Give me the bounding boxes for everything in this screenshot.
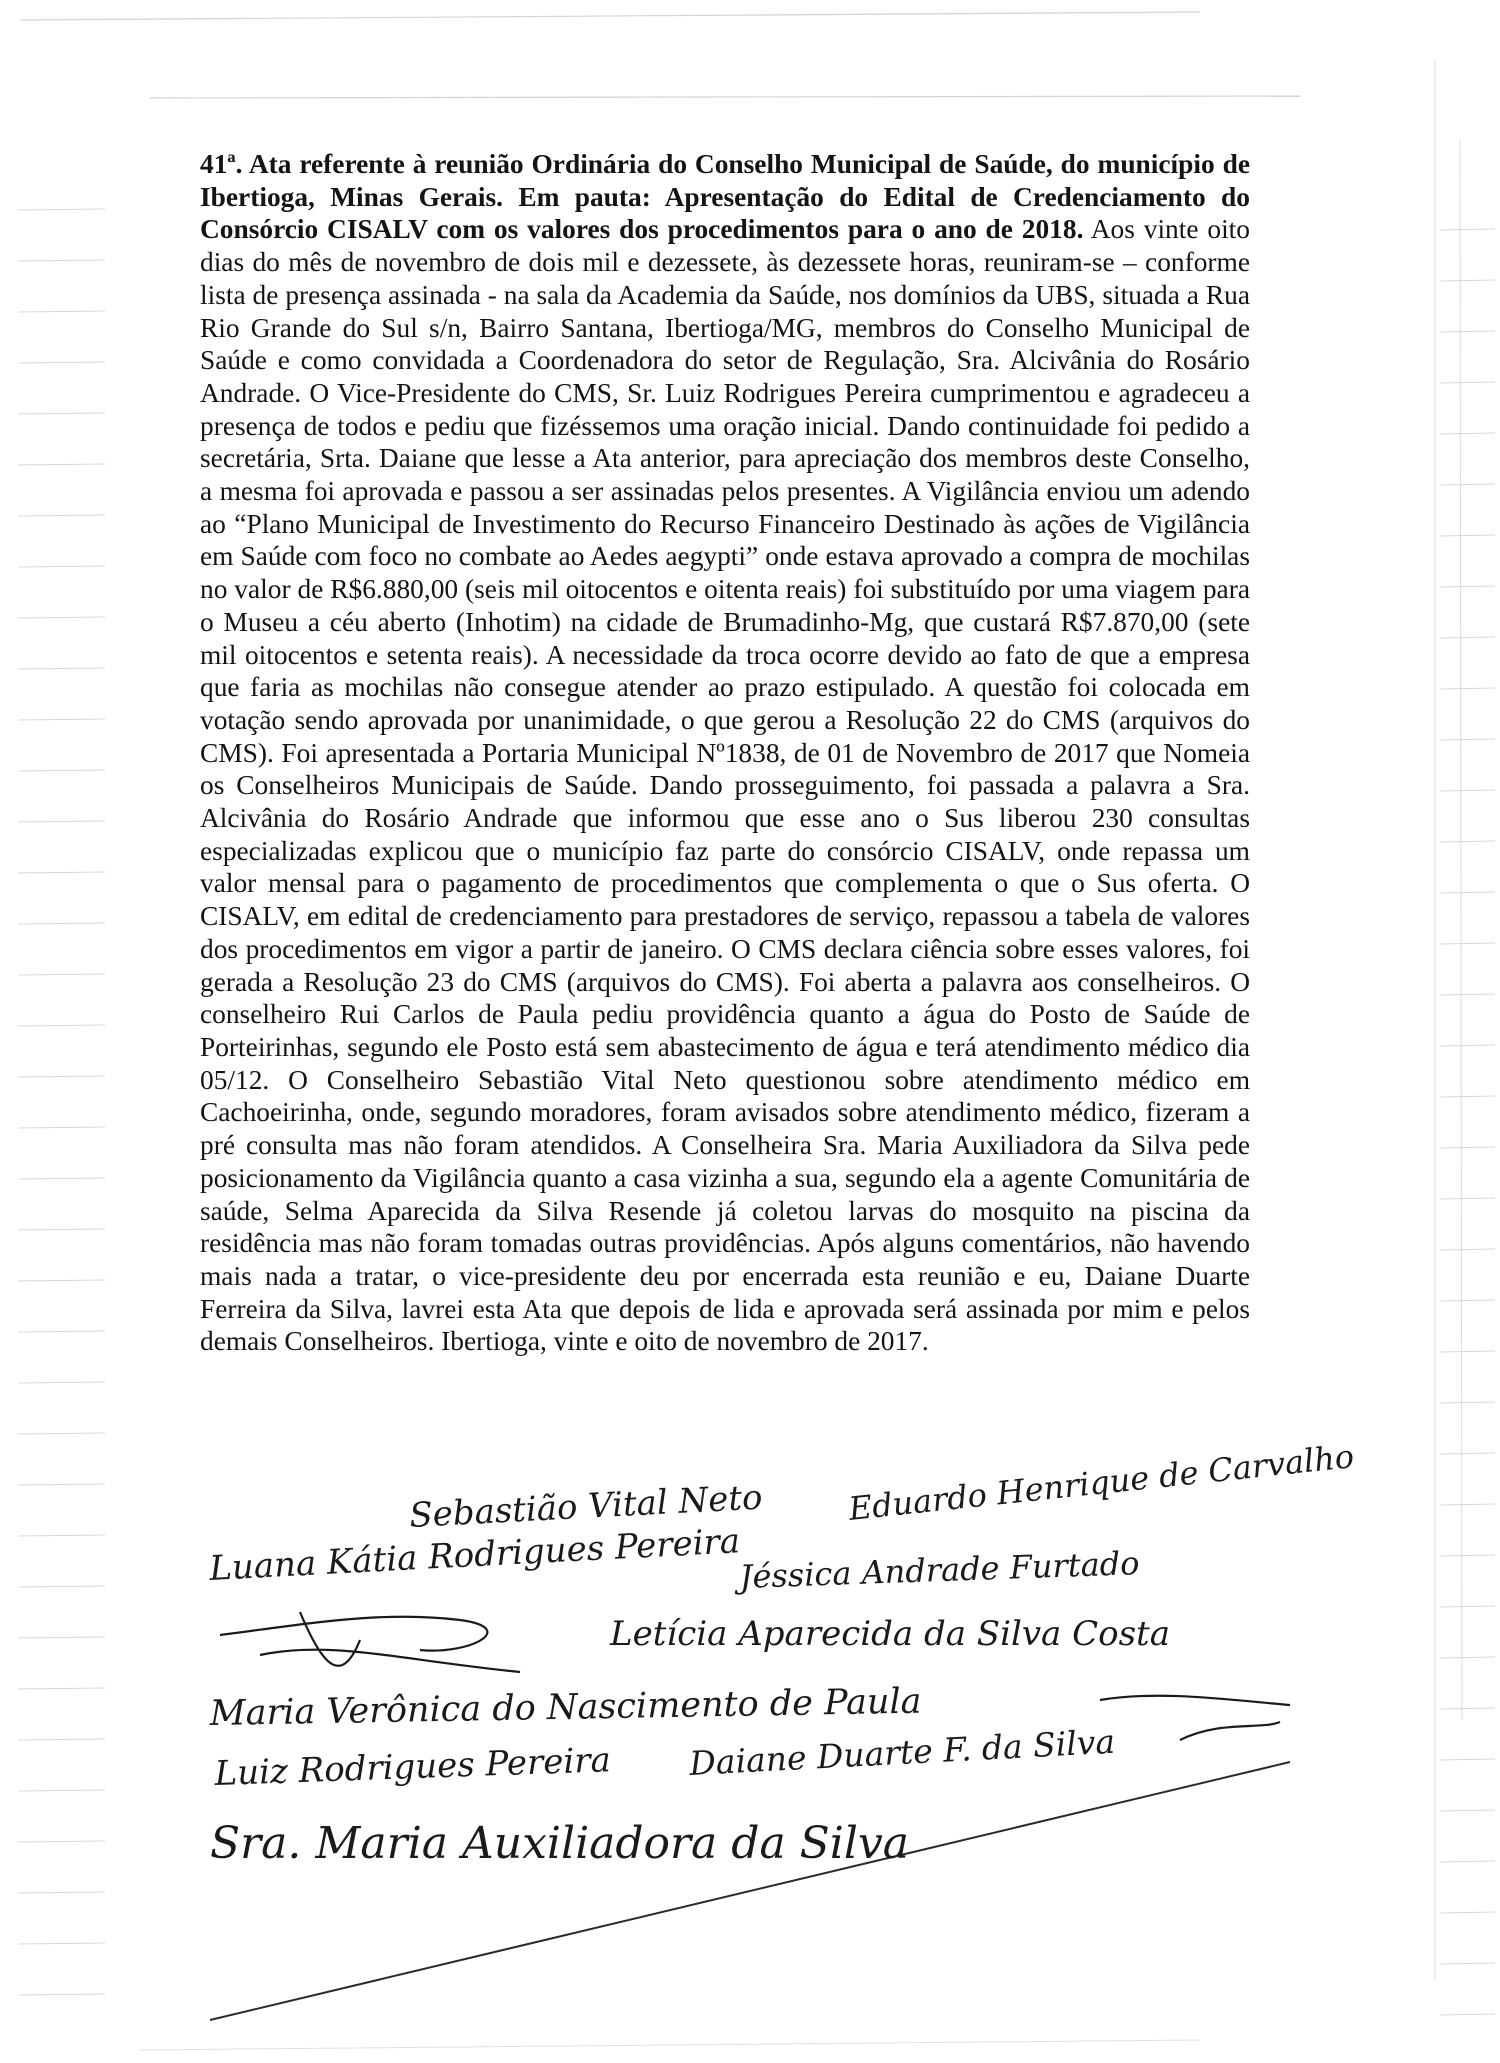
signature: Luana Kátia Rodrigues Pereira: [208, 1521, 741, 1589]
minutes-heading: 41ª. Ata referente à reunião Ordinária do Conselho Municipal de Saúde, do município de Ibertioga, Minas Gerais. Em pauta: Apresentação do Edital de Credenciamento do Consórcio CISALV com os valores dos procedimentos para o ano de 2018.: [200, 149, 1250, 245]
signature: Eduardo Henrique de Carvalho: [846, 1437, 1356, 1528]
signature: Jéssica Andrade Furtado: [738, 1544, 1141, 1596]
signature: Daiane Duarte F. da Silva: [688, 1721, 1116, 1783]
signature: Maria Verônica do Nascimento de Paula: [209, 1681, 922, 1734]
minutes-body: Aos vinte oito dias do mês de novembro de dois mil e dezessete, às dezessete horas, reuniram-se – conforme lista de presença assinada - na sala da Academia da Saúde, nos domínios da UBS, situada a Rua Rio Grande do Sul s/n, Bairro Santana, Ibertioga/MG, membros do Conselho Municipal de Saúde e como convidada a Coordenadora do setor de Regulação, Sra. Alcivânia do Rosário Andrade. O Vice-Presidente do CMS, Sr. Luiz Rodrigues Pereira cumprimentou e agradeceu a presença de todos e pediu que fizéssemos uma oração inicial. Dando continuidade foi pedido a secretária, Srta. Daiane que lesse a Ata anterior, para apreciação dos membros deste Conselho, a mesma foi aprovada e passou a ser assinadas pelos presentes. A Vigilância enviou um adendo ao “Plano Municipal de Investimento do Recurso Financeiro Destinado às ações de Vigilância em Saúde com foco no combate ao Aedes aegypti” onde estava aprovado a compra de mochilas no valor de R$6.880,00 (seis mil oitocentos e oitenta reais) foi substituído por uma viagem para o Museu a céu aberto (Inhotim) na cidade de Brumadinho-Mg, que custará R$7.870,00 (sete mil oitocentos e setenta reais). A necessidade da troca ocorre devido ao fato de que a empresa que faria as mochilas não consegue atender ao prazo estipulado. A questão foi colocada em votação sendo aprovada por unanimidade, o que gerou a Resolução 22 do CMS (arquivos do CMS). Foi apresentada a Portaria Municipal Nº1838, de 01 de Novembro de 2017 que Nomeia os Conselheiros Municipais de Saúde. Dando prosseguimento, foi passada a palavra a Sra. Alcivânia do Rosário Andrade que informou que esse ano o Sus liberou 230 consultas especializadas explicou que o município faz parte do consórcio CISALV, onde repassa um valor mensal para o pagamento de procedimentos que complementa o que o Sus oferta. O CISALV, em edital de credenciamento para prestadores de serviço, repassou a tabela de valores dos procedimentos em vigor a partir de janeiro. O CMS declara ciência sobre esses valores, foi gerada a Resolução 23 do CMS (arquivos do CMS). Foi aberta a palavra aos conselheiros. O conselheiro Rui Carlos de Paula pediu providência quanto a água do Posto de Saúde de Porteirinhas, segundo ele Posto está sem abastecimento de água e terá atendimento médico dia 05/12. O Conselheiro Sebastião Vital Neto questionou sobre atendimento médico em Cachoeirinha, onde, segundo moradores, foram avisados sobre atendimento médico, fizeram a pré consulta mas não foram atendidos. A Conselheira Sra. Maria Auxiliadora da Silva pede posicionamento da Vigilância quanto a casa vizinha a sua, segundo ela a agente Comunitária de saúde, Selma Aparecida da Silva Resende já coletou larvas do mosquito na piscina da residência mas não foram tomadas outras providências. Após alguns comentários, não havendo mais nada a tratar, o vice-presidente deu por encerrada esta reunião e eu, Daiane Duarte Ferreira da Silva, lavrei esta Ata que depois de lida e aprovada será assinada por mim e pelos demais Conselheiros. Ibertioga, vinte e oito de novembro de 2017.: [200, 214, 1250, 1357]
signature: Sebastião Vital Neto: [408, 1477, 764, 1536]
signature: Luiz Rodrigues Pereira: [213, 1740, 612, 1794]
signature: Letícia Aparecida da Silva Costa: [610, 1614, 1170, 1654]
signature: Sra. Maria Auxiliadora da Silva: [210, 1818, 910, 1869]
